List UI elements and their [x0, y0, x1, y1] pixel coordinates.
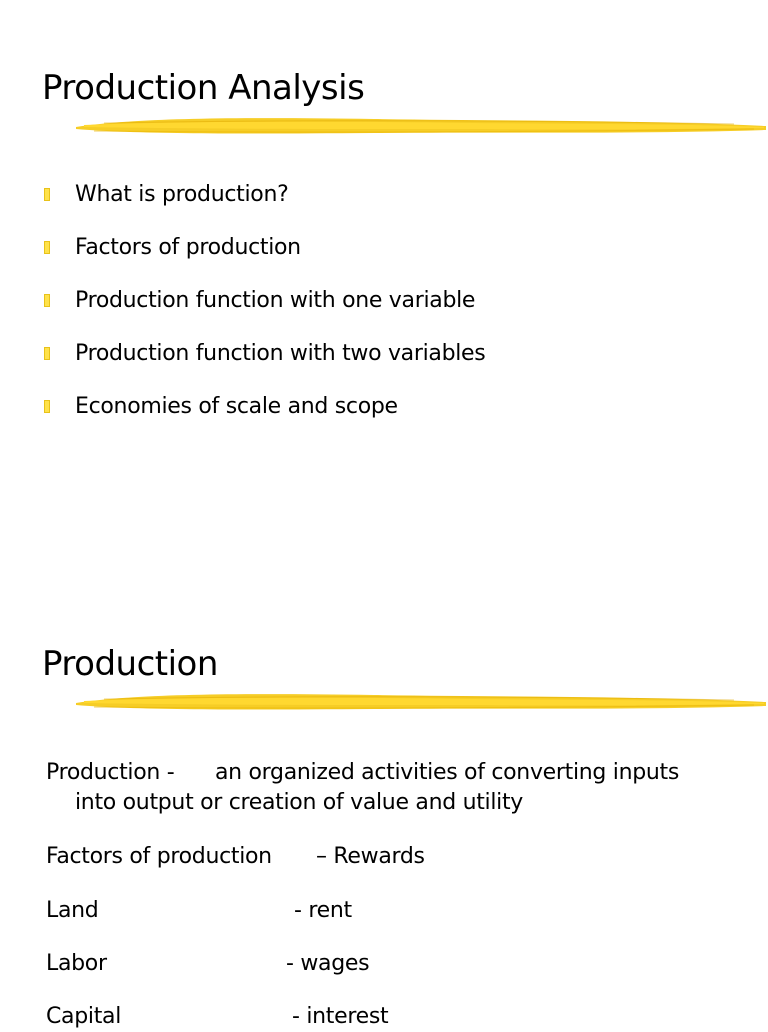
title-underline-brush [74, 112, 768, 138]
list-item-text: Production function with one variable [75, 288, 476, 313]
list-item-text: Economies of scale and scope [75, 394, 398, 419]
factor-name: Land [46, 898, 99, 923]
bullet-icon [44, 188, 50, 201]
factor-name: Capital [46, 1004, 122, 1029]
definition-text: an organized activities of converting inputs [215, 760, 680, 785]
production-definition [46, 758, 746, 818]
factor-reward: - wages [286, 951, 370, 976]
factor-reward: - interest [292, 1004, 389, 1029]
slide-title: Production [42, 644, 218, 684]
definition-line-1 [46, 758, 746, 788]
factor-name: Labor [46, 951, 107, 976]
factor-reward: - rent [294, 898, 352, 923]
slide-production-analysis [0, 0, 768, 512]
bullet-icon [44, 347, 50, 360]
factors-header-label: Factors of production [46, 844, 272, 869]
factor-row-capital [46, 1002, 746, 1032]
rewards-header-label: – Rewards [316, 844, 425, 869]
list-item-text: Factors of production [75, 235, 301, 260]
factors-header-row [46, 842, 746, 872]
slide-production [0, 512, 768, 1029]
factor-row-labor [46, 949, 746, 979]
bullet-icon [44, 400, 50, 413]
list-item-text: Production function with two variables [75, 341, 486, 366]
factor-row-land [46, 896, 746, 926]
slide-title: Production Analysis [42, 68, 365, 108]
title-underline-brush [74, 688, 768, 714]
definition-line-2: into output or creation of value and utility [75, 790, 524, 815]
list-item-text: What is production? [75, 182, 289, 207]
bullet-icon [44, 294, 50, 307]
bullet-icon [44, 241, 50, 254]
definition-term: Production - [46, 760, 175, 785]
